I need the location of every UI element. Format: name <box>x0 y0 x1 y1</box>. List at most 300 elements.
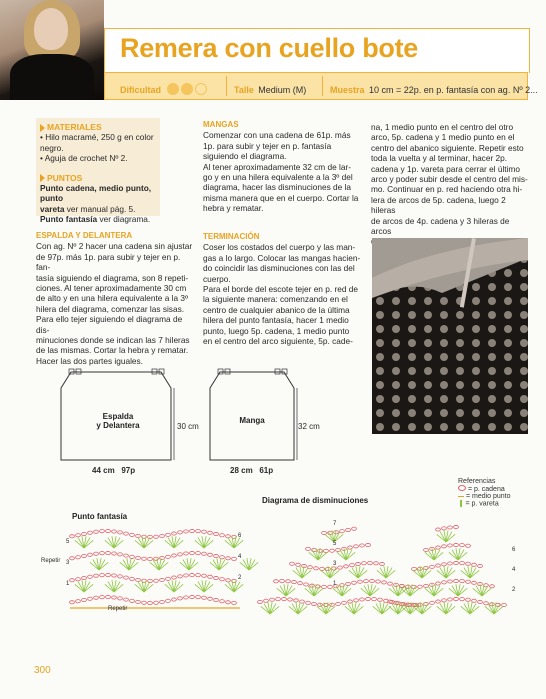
chain-stitch <box>106 529 111 532</box>
difficulty <box>120 80 207 98</box>
chain-stitch <box>82 576 87 579</box>
garment-photo <box>372 238 528 434</box>
chain-stitch <box>466 544 471 547</box>
chain-stitch <box>336 602 341 605</box>
chain-stitch <box>190 551 195 554</box>
chain-stitch <box>472 599 477 602</box>
chain-stitch <box>460 580 465 583</box>
back-front-section <box>36 231 196 366</box>
chain-stitch <box>88 575 93 578</box>
gauge-label: Muestra <box>330 85 365 95</box>
chain-stitch <box>112 574 117 577</box>
chain-stitch <box>214 554 219 557</box>
fan-stitch <box>437 602 455 614</box>
chain-stitch <box>172 532 177 535</box>
chain-stitch <box>124 598 129 601</box>
chain-stitch <box>166 533 171 536</box>
chain-stitch <box>424 548 429 551</box>
chain-stitch <box>100 574 105 577</box>
fan-stitch <box>361 584 379 596</box>
chain-stitch <box>286 580 291 583</box>
chain-stitch <box>220 600 225 603</box>
chain-stitch <box>76 578 81 581</box>
fan-stitch <box>210 558 228 570</box>
chain-stitch <box>160 556 165 559</box>
crochet-diagrams <box>40 520 540 630</box>
chain-stitch <box>380 562 385 565</box>
difficulty-icon <box>195 83 207 95</box>
chain-stitch <box>352 581 357 584</box>
fan-stitch <box>195 536 213 548</box>
chain-stitch <box>172 554 177 557</box>
fan-stitch <box>105 536 123 548</box>
chain-stitch <box>374 562 379 565</box>
body-height: 30 cm <box>177 422 199 431</box>
chain-stitch <box>296 563 301 566</box>
chain-stitch <box>344 565 349 568</box>
fan-stitch <box>293 566 311 578</box>
chain-stitch <box>490 585 495 588</box>
text-line: Con ag. Nº 2 hacer una cadena sin ajustar <box>36 241 193 252</box>
sleeve-schematic <box>206 364 306 466</box>
chain-stitch <box>338 566 343 569</box>
chain-stitch <box>208 575 213 578</box>
chain-stitch <box>378 598 383 601</box>
text-line: Coser los costados del cuerpo y las man- <box>203 242 356 253</box>
fan-stitch <box>105 580 123 592</box>
chain-stitch <box>460 598 465 601</box>
chain-stitch <box>178 553 183 556</box>
chain-stitch <box>442 563 447 566</box>
sleeves-section <box>203 120 367 214</box>
text-line: siguiendo el diagrama. <box>203 151 287 162</box>
text-line: lera de arcos de 5p. cadena, luego 2 hileras <box>371 194 506 216</box>
fan-stitch <box>120 558 138 570</box>
chain-stitch <box>306 547 311 550</box>
finishing-section <box>203 232 367 346</box>
chain-stitch <box>166 577 171 580</box>
stitches-line: vareta ver manual pág. 5. <box>40 203 136 214</box>
chain-stitch <box>106 573 111 576</box>
chain-stitch <box>418 585 423 588</box>
chain-stitch <box>166 599 171 602</box>
chain-stitch <box>382 581 387 584</box>
chain-stitch <box>94 530 99 533</box>
body-label: Espalda y Delantera <box>96 412 140 430</box>
chain-stitch <box>436 528 441 531</box>
gauge <box>330 80 538 98</box>
text-line: hebra y rematar. <box>203 203 264 214</box>
chain-stitch <box>226 579 231 582</box>
chain-stitch <box>178 575 183 578</box>
text-line: misma manera que en el cuerpo. Cortar la <box>203 192 359 203</box>
text-line: Para el borde del escote tejer en p. red de <box>203 284 358 295</box>
chain-stitch <box>94 574 99 577</box>
text-line: do coincidir las disminuciones con las del <box>203 263 355 274</box>
chain-stitch <box>70 579 75 582</box>
fan-stitch <box>165 580 183 592</box>
chain-stitch <box>292 580 297 583</box>
chain-stitch <box>276 598 281 601</box>
text-line: 1p. para subir y tejer en p. fantasía <box>203 140 332 151</box>
arrow-icon <box>40 174 45 182</box>
row-numbers-left: 5 3 1 <box>66 539 70 587</box>
chain-stitch <box>106 595 111 598</box>
text-line: centro del abanico siguiente. Repetir esto <box>371 142 524 153</box>
chain-stitch <box>478 600 483 603</box>
chain-stitch <box>202 552 207 555</box>
chain-stitch <box>112 530 117 533</box>
model-photo <box>0 0 104 100</box>
chain-stitch <box>190 573 195 576</box>
chain-stitch <box>154 557 159 560</box>
chain-stitch <box>118 575 123 578</box>
fan-stitch <box>289 602 307 614</box>
chain-stitch <box>442 545 447 548</box>
finishing-heading: TERMINACIÓN <box>203 232 260 241</box>
chain-stitch <box>112 596 117 599</box>
sleeve-width: 28 cm 61p <box>230 466 274 475</box>
chain-stitch <box>472 563 477 566</box>
text-line: centro de cualquier abanico de la última <box>203 304 350 315</box>
legend-item: = p. cadena <box>458 485 511 493</box>
difficulty-label: Dificultad <box>120 85 162 95</box>
text-line: hilera del diagrama, comenzar las sisas. <box>36 303 185 314</box>
chain-stitch <box>430 601 435 604</box>
text-line: ciones. Al tener aproximadamente 30 cm <box>36 283 187 294</box>
text-line: toda la vuelta y al terminar, hacer 2p. <box>371 153 508 164</box>
chain-stitch <box>130 577 135 580</box>
chain-stitch <box>366 597 371 600</box>
chain-stitch <box>184 596 189 599</box>
chain-stitch <box>350 564 355 567</box>
chain-stitch <box>136 600 141 603</box>
chain-stitch <box>454 597 459 600</box>
chain-stitch <box>70 601 75 604</box>
chain-stitch <box>184 552 189 555</box>
sleeves-heading: MANGAS <box>203 120 239 129</box>
chain-stitch <box>346 582 351 585</box>
materials-item: • Hilo macramé, 250 g en color negro. <box>40 132 154 153</box>
chain-stitch <box>76 534 81 537</box>
chain-stitch <box>436 600 441 603</box>
text-line: de 97p. más 1p. para subir y tejer en p. fan- <box>36 251 181 273</box>
legend-item: = p. vareta <box>458 500 511 507</box>
chain-stitch <box>214 576 219 579</box>
chain-stitch <box>282 597 287 600</box>
fan-stitch <box>437 530 455 542</box>
chain-stitch <box>478 564 483 567</box>
chain-stitch <box>202 596 207 599</box>
fan-stitch <box>449 548 467 560</box>
chain-stitch <box>356 562 361 565</box>
text-line: Para ello tejer siguiendo el diagrama de dis- <box>36 314 183 335</box>
legend <box>458 478 511 507</box>
chain-stitch <box>142 601 147 604</box>
chain-stitch <box>82 598 87 601</box>
body-width: 44 cm 97p <box>92 466 136 475</box>
chain-stitch <box>460 544 465 547</box>
chain-stitch <box>322 585 327 588</box>
chain-stitch <box>454 525 459 528</box>
dec-numbers-right: 6 4 2 <box>512 547 516 593</box>
chain-stitch <box>388 582 393 585</box>
chain-stitch <box>324 549 329 552</box>
back-front-heading: ESPALDA Y DELANTERA <box>36 231 133 240</box>
chain-stitch <box>264 599 269 602</box>
chain-stitch <box>442 599 447 602</box>
chain-stitch <box>208 531 213 534</box>
chain-stitch <box>100 530 105 533</box>
arrow-icon <box>40 124 45 132</box>
chain-stitch <box>178 597 183 600</box>
chain-stitch <box>308 566 313 569</box>
chain-stitch <box>148 557 153 560</box>
chain-stitch <box>214 532 219 535</box>
page-title: Remera con cuello bote <box>120 33 418 63</box>
text-line: mo. Continuar en p. red haciendo otra hi- <box>371 184 523 195</box>
text-line: Comenzar con una cadena de 61p. más <box>203 130 351 141</box>
chain-stitch <box>184 574 189 577</box>
text-line: punto, luego 5p. cadena, 1 medio punto <box>203 325 350 336</box>
chain-stitch <box>448 562 453 565</box>
row-numbers-right: 6 4 2 <box>238 533 242 581</box>
chain-stitch <box>442 527 447 530</box>
chain-stitch <box>148 601 153 604</box>
text-line: de las mismas. Cortar la hebra y rematar. <box>36 345 189 356</box>
chain-stitch <box>88 531 93 534</box>
chain-stitch <box>196 596 201 599</box>
chain-stitch <box>196 530 201 533</box>
chain-stitch <box>154 601 159 604</box>
size-value: Medium (M) <box>258 85 307 95</box>
chain-stitch <box>130 599 135 602</box>
repeat-side-label: Repetir <box>41 558 61 564</box>
chain-stitch <box>502 603 507 606</box>
dec-numbers-left: 7 5 3 1 <box>333 521 337 587</box>
chain-stitch <box>118 597 123 600</box>
chain-stitch <box>184 530 189 533</box>
fan-stitch <box>377 566 395 578</box>
chain-stitch <box>136 578 141 581</box>
chain-stitch <box>94 552 99 555</box>
chain-stitch <box>442 581 447 584</box>
chain-stitch <box>274 580 279 583</box>
chain-stitch <box>352 527 357 530</box>
chain-stitch <box>172 576 177 579</box>
chain-stitch <box>306 601 311 604</box>
chain-stitch <box>226 535 231 538</box>
sleeve-height: 32 cm <box>298 422 320 431</box>
chain-stitch <box>454 579 459 582</box>
chain-stitch <box>368 561 373 564</box>
chain-stitch <box>294 599 299 602</box>
chain-stitch <box>466 562 471 565</box>
fan-stitch <box>75 536 93 548</box>
chain-stitch <box>154 535 159 538</box>
chain-stitch <box>76 600 81 603</box>
chain-stitch <box>366 543 371 546</box>
fan-stitch <box>261 602 279 614</box>
chain-stitch <box>124 576 129 579</box>
chain-stitch <box>430 565 435 568</box>
stitches-line: Punto fantasía ver diagrama. <box>40 214 151 225</box>
chain-stitch <box>88 553 93 556</box>
chain-stitch <box>82 532 87 535</box>
continuation-section <box>371 122 531 247</box>
legend-title: Referencias <box>458 478 496 485</box>
chain-stitch <box>360 598 365 601</box>
chain-stitch <box>196 574 201 577</box>
chain-stitch <box>258 600 263 603</box>
chain-stitch <box>196 552 201 555</box>
chain-stitch <box>136 534 141 537</box>
chain-stitch <box>130 533 135 536</box>
chain-stitch <box>298 582 303 585</box>
materials-section <box>40 122 160 225</box>
chain-stitch <box>448 526 453 529</box>
text-line: cuerpo. <box>203 273 231 284</box>
fan-stitch <box>317 602 335 614</box>
text-line: arco, 5p. cadena y 1 medio punto en el <box>371 132 515 143</box>
chain-stitch <box>88 597 93 600</box>
chain-stitch <box>312 602 317 605</box>
fan-stitch <box>277 584 295 596</box>
chain-stitch <box>112 552 117 555</box>
text-line: cadena y 1p. vareta para cerrar el último <box>371 163 520 174</box>
stitch-diagram-title: Punto fantasía <box>72 512 128 521</box>
chain-stitch <box>118 553 123 556</box>
chain-stitch <box>142 557 147 560</box>
chain-stitch <box>130 555 135 558</box>
chain-stitch <box>466 598 471 601</box>
chain-stitch <box>202 530 207 533</box>
decrease-diagram-title: Diagrama de disminuciones <box>262 496 369 505</box>
chain-stitch <box>484 602 489 605</box>
chain-stitch <box>354 599 359 602</box>
text-line: go y en una hilera equivalente a la 3º del <box>203 172 353 183</box>
chain-stitch <box>208 597 213 600</box>
text-line: en el centro del arco siguiente, 5p. cade- <box>203 336 353 347</box>
chain-stitch <box>70 557 75 560</box>
chain-stitch <box>124 554 129 557</box>
text-line: de arcos de 4p. cadena y 3 hileras de arcos <box>371 215 510 237</box>
size-label: Talle <box>234 85 254 95</box>
chain-stitch <box>340 530 345 533</box>
chain-stitch <box>448 580 453 583</box>
text-line: na, 1 medio punto en el centro del otro <box>371 122 514 132</box>
stitches-heading: PUNTOS <box>40 173 160 183</box>
chain-stitch <box>358 580 363 583</box>
chain-stitch <box>362 562 367 565</box>
gauge-value: 10 cm = 22p. en p. fantasía con ag. Nº 2... <box>368 85 538 95</box>
chain-stitch <box>346 528 351 531</box>
chain-stitch <box>76 556 81 559</box>
chain-stitch <box>412 567 417 570</box>
chain-stitch <box>466 580 471 583</box>
chain-stitch <box>364 580 369 583</box>
chain-stitch <box>370 579 375 582</box>
chain-stitch <box>208 553 213 556</box>
text-line: minuciones donde se indican las 7 hileras <box>36 335 190 346</box>
text-line: hilera del punto fantasía, hacer 1 medio <box>203 315 349 326</box>
chain-stitch <box>166 555 171 558</box>
chain-stitch <box>280 579 285 582</box>
page-number: 300 <box>34 665 51 676</box>
text-line: de alto y en una hilera equivalente a la 3º <box>36 293 189 304</box>
chain-stitch <box>288 598 293 601</box>
chain-stitch <box>304 583 309 586</box>
fan-stitch <box>195 580 213 592</box>
chain-stitch <box>220 578 225 581</box>
chain-stitch <box>178 531 183 534</box>
chain-stitch <box>322 531 327 534</box>
chain-stitch <box>154 579 159 582</box>
chain-stitch <box>94 596 99 599</box>
fan-stitch <box>180 558 198 570</box>
chain-stitch <box>354 545 359 548</box>
chain-stitch <box>436 564 441 567</box>
chain-stitch <box>314 567 319 570</box>
fan-stitch <box>461 566 479 578</box>
chain-stitch <box>220 534 225 537</box>
chain-stitch <box>328 585 333 588</box>
chain-stitch <box>70 535 75 538</box>
text-line: diagrama, hacer las disminuciones de la <box>203 182 352 193</box>
text-line: Al tener aproximadamente 32 cm de lar- <box>203 161 352 172</box>
fan-stitch <box>240 558 258 570</box>
fan-stitch <box>75 580 93 592</box>
chain-stitch <box>448 544 453 547</box>
chain-stitch <box>270 598 275 601</box>
chain-stitch <box>202 574 207 577</box>
chain-stitch <box>160 534 165 537</box>
chain-stitch <box>226 557 231 560</box>
text-line: la siguiente manera: comenzando en el <box>203 294 348 305</box>
fan-stitch <box>90 558 108 570</box>
chain-stitch <box>220 556 225 559</box>
chain-stitch <box>160 578 165 581</box>
chain-stitch <box>190 595 195 598</box>
chain-stitch <box>172 598 177 601</box>
repeat-bottom-label: Repetir <box>108 606 128 612</box>
text-line: Hacer las dos partes iguales. <box>36 355 143 366</box>
difficulty-icon <box>181 83 193 95</box>
chain-stitch <box>124 532 129 535</box>
stitches-line: Punto cadena, medio punto, punto <box>40 183 152 204</box>
chain-stitch <box>136 556 141 559</box>
text-line: tasía siguiendo el diagrama, son 8 repeti- <box>36 272 189 283</box>
chain-stitch <box>372 598 377 601</box>
chain-stitch <box>118 531 123 534</box>
chain-stitch <box>106 551 111 554</box>
chain-stitch <box>232 601 237 604</box>
fan-stitch <box>437 566 455 578</box>
chain-stitch <box>472 581 477 584</box>
chain-stitch <box>100 596 105 599</box>
chain-stitch <box>460 562 465 565</box>
sleeve-label: Manga <box>239 416 265 425</box>
text-line: gas a lo largo. Colocar las mangas hacien- <box>203 252 361 263</box>
fan-stitch <box>373 602 391 614</box>
difficulty-icon <box>167 83 179 95</box>
chain-stitch <box>424 584 429 587</box>
chain-stitch <box>232 557 237 560</box>
chain-stitch <box>82 554 87 557</box>
fan-stitch <box>165 536 183 548</box>
materials-item: • Aguja de crochet Nº 2. <box>40 153 128 164</box>
fan-stitch <box>461 602 479 614</box>
